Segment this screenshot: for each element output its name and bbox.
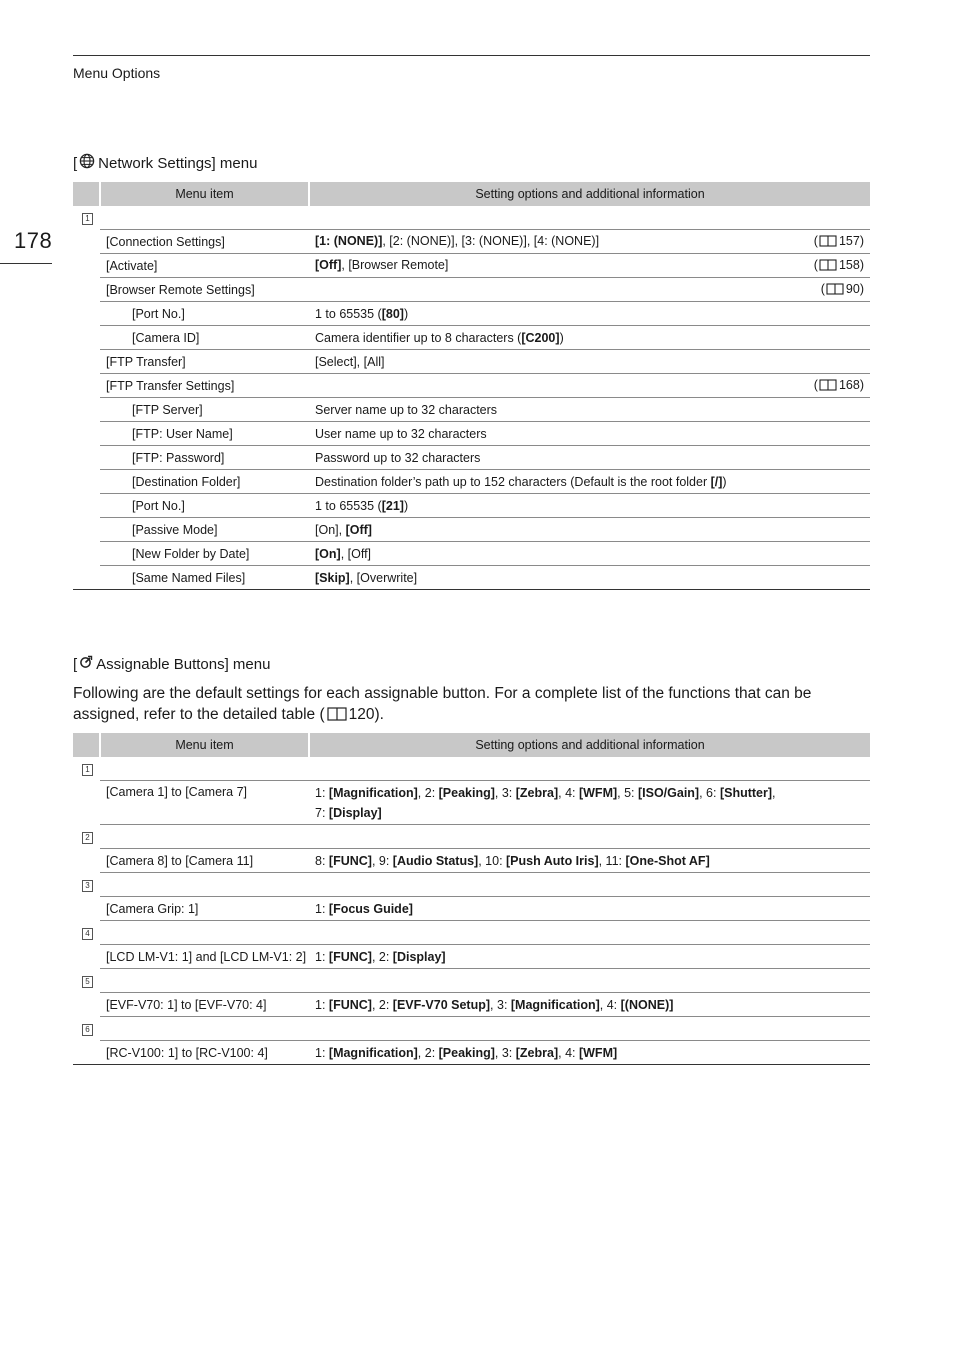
- page-ref: ( 157): [813, 233, 864, 248]
- setting-options: [Select], [All]: [309, 350, 870, 374]
- group-number-badge: 6: [82, 1024, 93, 1036]
- table-row: [73, 993, 870, 1017]
- table-row: [73, 945, 870, 969]
- table-row: [73, 398, 870, 422]
- setting-options: 1 to 65535 ([21]): [309, 494, 870, 518]
- menu-item: [Camera Grip: 1]: [100, 897, 309, 921]
- col-menu-item: Menu item: [100, 733, 309, 757]
- network-settings-table: [73, 182, 870, 590]
- setting-options: User name up to 32 characters: [309, 422, 870, 446]
- book-icon: [819, 259, 837, 274]
- group-row: [73, 206, 870, 230]
- menu-item: [FTP: User Name]: [100, 422, 309, 446]
- group-number-badge: 1: [82, 213, 93, 225]
- setting-options: Password up to 32 characters: [309, 446, 870, 470]
- menu-item: [RC-V100: 1] to [RC-V100: 4]: [100, 1041, 309, 1065]
- menu-item: [FTP Transfer]: [100, 350, 309, 374]
- menu-item: [New Folder by Date]: [100, 542, 309, 566]
- setting-options: 1: [FUNC], 2: [EVF-V70 Setup], 3: [Magnification], 4: [(NONE)]: [309, 993, 870, 1017]
- group-row: [73, 921, 870, 945]
- col-menu-item: Menu item: [100, 182, 309, 206]
- menu-item: [EVF-V70: 1] to [EVF-V70: 4]: [100, 993, 309, 1017]
- menu-item: [Connection Settings]: [100, 230, 309, 254]
- menu-item: [Camera 8] to [Camera 11]: [100, 849, 309, 873]
- table-row: [73, 374, 870, 398]
- menu-item: [Camera ID]: [100, 326, 309, 350]
- table-row: [73, 494, 870, 518]
- menu-item: [Same Named Files]: [100, 566, 309, 590]
- col-settings: Setting options and additional information: [309, 733, 870, 757]
- setting-options: Camera identifier up to 8 characters ([C200]): [309, 326, 870, 350]
- setting-options: 1: [Focus Guide]: [309, 897, 870, 921]
- menu-item: [Browser Remote Settings]: [100, 278, 309, 302]
- page-ref: ( 168): [813, 377, 864, 392]
- table-row: [73, 897, 870, 921]
- assignable-buttons-table: [73, 733, 870, 1065]
- table-header: [73, 182, 870, 206]
- col-settings: Setting options and additional information: [309, 182, 870, 206]
- book-icon: [819, 379, 837, 394]
- setting-options: 1: [Magnification], 2: [Peaking], 3: [Zebra], 4: [WFM]: [309, 1041, 870, 1065]
- table-row: [73, 1041, 870, 1065]
- group-row: [73, 873, 870, 897]
- setting-options: [309, 374, 870, 398]
- group-row: [73, 969, 870, 993]
- running-head: Menu Options: [73, 65, 161, 81]
- menu-item: [LCD LM-V1: 1] and [LCD LM-V1: 2]: [100, 945, 309, 969]
- table-row: [73, 781, 870, 825]
- setting-options: [On], [Off]: [309, 542, 870, 566]
- menu-item: [Port No.]: [100, 494, 309, 518]
- menu-item: [Port No.]: [100, 302, 309, 326]
- group-number-badge: 2: [82, 832, 93, 844]
- group-row: [73, 825, 870, 849]
- table-row: [73, 230, 870, 254]
- setting-options: 8: [FUNC], 9: [Audio Status], 10: [Push Auto Iris], 11: [One-Shot AF]: [309, 849, 870, 873]
- setting-options: 1: [Magnification], 2: [Peaking], 3: [Zebra], 4: [WFM], 5: [ISO/Gain], 6: [Shutter], 7: [Display]: [309, 781, 870, 825]
- table-row: [73, 350, 870, 374]
- setting-options: [1: (NONE)], [2: (NONE)], [3: (NONE)], [4: (NONE)] ( 157): [309, 230, 870, 254]
- group-number-badge: 3: [82, 880, 93, 892]
- group-number-badge: 5: [82, 976, 93, 988]
- setting-options: [Off], [Browser Remote] ( 158): [309, 254, 870, 278]
- table-row: [73, 278, 870, 302]
- table-row: [73, 518, 870, 542]
- table-row: [73, 566, 870, 590]
- page-number-rule: [0, 263, 52, 264]
- book-icon: [819, 235, 837, 250]
- setting-options: [309, 278, 870, 302]
- setting-options: Destination folder’s path up to 152 characters (Default is the root folder [/]): [309, 470, 870, 494]
- table-row: [73, 326, 870, 350]
- group-row: [73, 757, 870, 781]
- group-number-badge: 4: [82, 928, 93, 940]
- setting-options: 1: [FUNC], 2: [Display]: [309, 945, 870, 969]
- page-ref: ( 90): [820, 281, 864, 296]
- globe-icon: [79, 153, 95, 173]
- assignable-button-icon: [79, 655, 93, 673]
- menu-item: [Camera 1] to [Camera 7]: [100, 781, 309, 825]
- page-number: 178: [14, 228, 53, 253]
- book-icon: [327, 706, 347, 727]
- table-row: [73, 542, 870, 566]
- setting-options: Server name up to 32 characters: [309, 398, 870, 422]
- group-number-badge: 1: [82, 764, 93, 776]
- menu-item: [FTP Transfer Settings]: [100, 374, 309, 398]
- setting-options: [Skip], [Overwrite]: [309, 566, 870, 590]
- table-header: [73, 733, 870, 757]
- table-row: [73, 422, 870, 446]
- book-icon: [826, 283, 844, 298]
- network-settings-title: [ Network Settings] menu: [73, 154, 258, 172]
- top-rule: [73, 55, 870, 56]
- menu-item: [Activate]: [100, 254, 309, 278]
- assignable-intro: Following are the default settings for each assignable button. For a complete list of the functions that can be assigned, refer to the detailed table ( 120).: [73, 683, 870, 727]
- menu-item: [Passive Mode]: [100, 518, 309, 542]
- menu-item: [FTP: Password]: [100, 446, 309, 470]
- table-row: [73, 446, 870, 470]
- page-ref: ( 158): [813, 257, 864, 272]
- menu-item: [Destination Folder]: [100, 470, 309, 494]
- setting-options: [On], [Off]: [309, 518, 870, 542]
- table-row: [73, 302, 870, 326]
- setting-options: 1 to 65535 ([80]): [309, 302, 870, 326]
- table-row: [73, 470, 870, 494]
- group-row: [73, 1017, 870, 1041]
- assignable-buttons-title: [ Assignable Buttons] menu: [73, 655, 271, 673]
- menu-item: [FTP Server]: [100, 398, 309, 422]
- table-row: [73, 254, 870, 278]
- table-row: [73, 849, 870, 873]
